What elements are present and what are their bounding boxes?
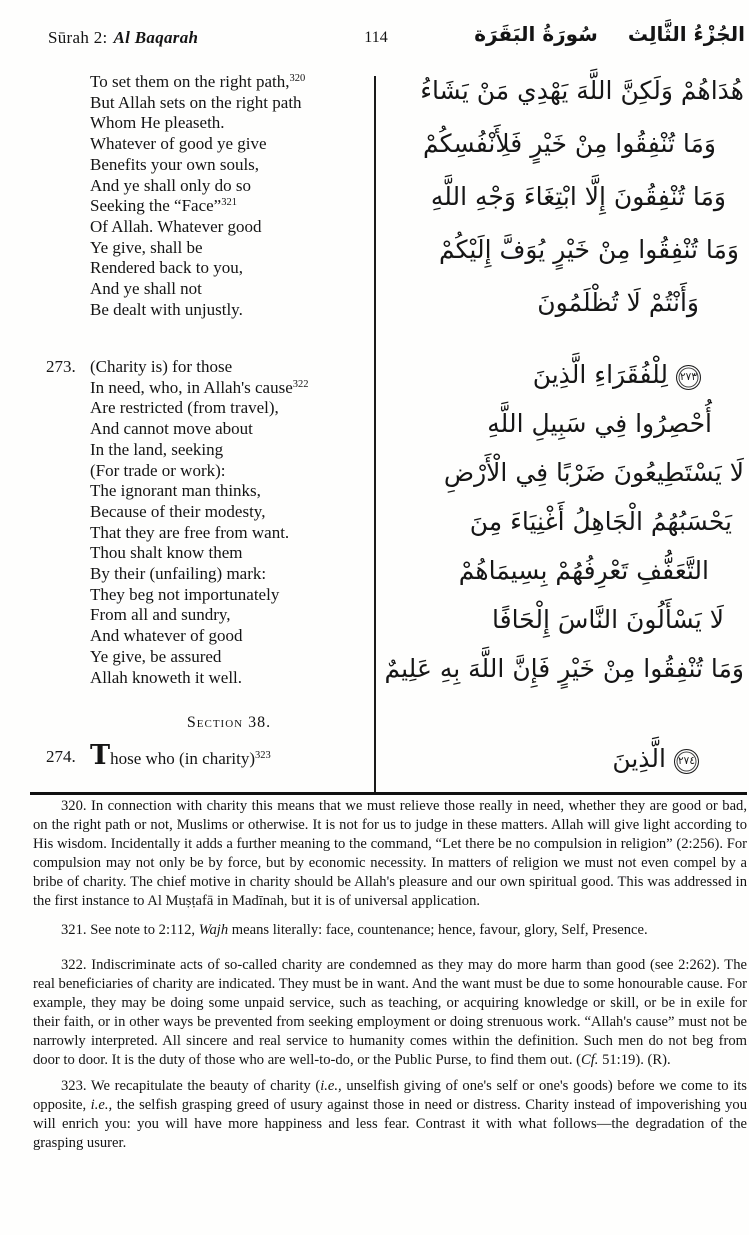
verse-272-english-block <box>38 72 370 320</box>
column-divider <box>374 76 376 792</box>
verse-line-text: And whatever of good <box>90 626 243 646</box>
verse-line <box>38 440 370 461</box>
verse-line-text: That they are free from want. <box>90 522 290 542</box>
arabic-verse-text: لَا يَسْأَلُونَ النَّاسَ إِلْحَافًا <box>492 605 724 634</box>
verse-line <box>38 217 370 238</box>
verse-line <box>38 626 370 647</box>
verse-number: 273. <box>46 357 76 376</box>
arabic-verse-line <box>385 644 745 693</box>
footnote-text: 51:19). (R). <box>598 1052 671 1068</box>
section-heading: Section 38. <box>186 714 272 731</box>
arabic-verse-text: وَمَا تُنْفِقُونَ إِلَّا ابْتِغَاءَ وَجْهِ اللَّهِ <box>430 182 726 211</box>
verse-line-text: In need, who, in Allah's cause <box>90 377 293 397</box>
verse-273-english-block <box>38 357 370 688</box>
verse-line-text: Allah knoweth it well. <box>90 667 243 687</box>
verse-line-text: Whatever of good ye give <box>90 134 267 154</box>
verse-line <box>38 258 370 279</box>
arabic-verse-line <box>420 223 739 276</box>
arabic-verse-text: أُحْصِرُوا فِي سَبِيلِ اللَّهِ <box>487 409 712 438</box>
verse-line <box>38 543 370 564</box>
verse-line-text: Ye give, shall be <box>90 237 203 257</box>
verse-line <box>38 647 370 668</box>
verse-line-text: Seeking the “Face” <box>90 196 222 216</box>
verse-line <box>38 523 370 544</box>
verse-line <box>38 461 370 482</box>
verse-line-text: In the land, seeking <box>90 439 224 459</box>
surah-running-title <box>48 28 198 48</box>
arabic-verse-line <box>420 170 726 223</box>
verse-line-text: And cannot move about <box>90 419 253 439</box>
arabic-verse-line <box>420 117 716 170</box>
footnote <box>33 797 747 911</box>
verse-273-arabic-block <box>385 350 745 693</box>
footnote-reference: 320 <box>289 73 306 84</box>
verse-line-text: To set them on the right path, <box>90 72 290 91</box>
arabic-verse-text: وَأَنْتُمْ لَا تُظْلَمُونَ <box>537 288 699 317</box>
ayah-number-medallion: ٢٧٤ <box>674 749 699 774</box>
verse-line <box>38 176 370 197</box>
arabic-verse-line <box>420 276 699 329</box>
verse-line <box>38 238 370 259</box>
footnote-text: 320. In connection with charity this means that we must relieve those really in need, whether they are good or bad, on the right path or not, Muslims or otherwise. It is not for us to judge in these matters. Allah will give light according to His wisdom. Incidentally it adds a further meaning to the command, “Let there be no compulsion in religion” (2:256). For compulsion may not only be by force, but by economic necessity. In matters of religion we must not even compel by a bribe of charity. The chief motive in charity should be Allah's pleasure and our own spiritual good. This was addressed in the first instance to Al Muṣṭafā in Madīnah, but it is of universal application. <box>33 798 747 909</box>
verse-line <box>38 357 370 378</box>
footnote <box>33 921 747 940</box>
arabic-surah-title: سُورَةُ البَقَرَة <box>474 22 598 46</box>
arabic-verse-text: يَحْسَبُهُمُ الْجَاهِلُ أَغْنِيَاءَ مِنَ <box>469 507 732 536</box>
verse-line <box>38 300 370 321</box>
footnotes-section <box>33 797 747 1153</box>
verse-line <box>38 196 370 217</box>
footnote-italic-term: i.e., <box>320 1078 342 1094</box>
footnote-text: unselfish giving of one's self or one's goods) before we come to its opposite, <box>33 1078 747 1113</box>
verse-line <box>38 113 370 134</box>
verse-line-text: Be dealt with unjustly. <box>90 299 243 319</box>
verse-line-text: By their (unfailing) mark: <box>90 564 267 584</box>
arabic-juz-title: الجُزْءُ الثَّالِث <box>627 22 745 46</box>
arabic-verse-text: التَّعَفُّفِ تَعْرِفُهُمْ بِسِيمَاهُمْ <box>458 556 709 585</box>
verse-274-english-block <box>38 740 370 771</box>
arabic-verse-line <box>385 595 725 644</box>
verse-line-text: Because of their modesty, <box>90 501 266 521</box>
verse-line-text: Thou shalt know them <box>90 543 243 563</box>
verse-line <box>38 740 370 771</box>
verse-line <box>38 585 370 606</box>
verse-line-text: (Charity is) for those <box>90 357 233 376</box>
arabic-verse-line <box>385 448 745 497</box>
verse-line <box>38 279 370 300</box>
arabic-verse-text: لِلْفُقَرَاءِ الَّذِينَ <box>532 360 668 389</box>
verse-line <box>38 155 370 176</box>
verse-line-text: They beg not importunately <box>90 584 280 604</box>
footnote-text: 321. See note to 2:112, <box>61 922 199 938</box>
ayah-number-medallion: ٢٧٣ <box>676 365 701 390</box>
verse-line-text: Those who (in charity) <box>90 740 256 771</box>
verse-number: 274. <box>46 747 76 766</box>
verse-line <box>38 605 370 626</box>
footnote-divider <box>30 792 747 795</box>
arabic-verse-text: وَمَا تُنْفِقُوا مِنْ خَيْرٍ فَلِأَنْفُسِكُمْ <box>423 129 716 158</box>
arabic-verse-text: هُدَاهُمْ وَلَكِنَّ اللَّهَ يَهْدِي مَنْ يَشَاءُ <box>420 76 744 105</box>
verse-line-text: And ye shall only do so <box>90 175 252 195</box>
footnote-reference: 323 <box>255 750 271 761</box>
footnote-italic-term: i.e., <box>90 1097 113 1113</box>
arabic-verse-line <box>420 64 744 117</box>
page-number: 114 <box>364 29 388 46</box>
verse-line-text: Are restricted (from travel), <box>90 398 279 418</box>
arabic-verse-text: لَا يَسْتَطِيعُونَ ضَرْبًا فِي الْأَرْضِ <box>443 458 744 487</box>
footnote-text: means literally: face, countenance; hence, favour, glory, Self, Presence. <box>228 922 648 938</box>
arabic-verse-text: وَمَا تُنْفِقُوا مِنْ خَيْرٍ فَإِنَّ اللَّهَ بِهِ عَلِيمٌ <box>384 654 744 683</box>
arabic-verse-line <box>612 738 699 780</box>
footnote-text: the selfish grasping greed of usury against those in need or distress. Charity instead of impoverishing you will enrich you: you will have more happiness and less fear. Contrast it with what follows—the degradation of the grasping usurer. <box>33 1097 747 1151</box>
arabic-verse-text: الَّذِينَ <box>612 744 666 773</box>
arabic-verse-line <box>385 399 713 448</box>
verse-line-text: Whom He pleaseth. <box>90 113 225 133</box>
verse-line-text: Benefits your own souls, <box>90 154 260 174</box>
verse-line <box>38 668 370 689</box>
verse-line-text: The ignorant man thinks, <box>90 481 261 501</box>
footnote-text: 323. We recapitulate the beauty of charity ( <box>61 1078 321 1094</box>
arabic-verse-line <box>385 497 733 546</box>
verse-line <box>38 398 370 419</box>
verse-line <box>38 481 370 502</box>
surah-number-label: Sūrah 2: <box>48 28 108 47</box>
arabic-verse-text: وَمَا تُنْفِقُوا مِنْ خَيْرٍ يُوَفَّ إِلَيْكُمْ <box>438 235 739 264</box>
surah-name-label: Al Baqarah <box>113 28 199 47</box>
footnote <box>33 1077 747 1153</box>
footnote-text: 322. Indiscriminate acts of so-called charity are condemned as they may do more harm than good (see 2:262). The real beneficiaries of charity are indicated. They must be in want. And the want must be due to some honourable cause. For example, they may be doing some unpaid service, such as teaching, or acquiring knowledge or skill, or be in exile for their faith, or in other ways be prevented from seeking employment or doing strenuous work. “Allah's cause” must not be narrowly interpreted. All sincere and real service to humanity comes within the definition. Such men do not beg from door to door. It is the duty of those who are well-to-do, or the Public Purse, to find them out. ( <box>33 957 747 1068</box>
footnote <box>33 956 747 1070</box>
arabic-verse-line <box>385 546 710 595</box>
footnote-italic-term: Cf. <box>581 1052 599 1068</box>
verse-274-arabic-block <box>612 738 699 780</box>
verse-line-text: And ye shall not <box>90 279 202 299</box>
verse-line-text: From all and sundry, <box>90 605 231 625</box>
footnote-reference: 322 <box>292 378 309 390</box>
verse-line <box>38 419 370 440</box>
verse-line <box>38 72 370 93</box>
verse-line-text: Rendered back to you, <box>90 258 243 278</box>
footnote-reference: 321 <box>221 197 237 209</box>
verse-line-text: Ye give, be assured <box>90 646 222 666</box>
arabic-verse-line <box>385 350 702 399</box>
verse-line <box>38 502 370 523</box>
footnote-italic-term: Wajh <box>198 922 229 938</box>
verse-line <box>38 134 370 155</box>
verse-272-arabic-block <box>420 64 744 329</box>
verse-line-text: But Allah sets on the right path <box>90 92 302 112</box>
verse-line <box>38 93 370 114</box>
verse-line <box>38 564 370 585</box>
verse-line-text: (For trade or work): <box>90 460 226 480</box>
arabic-running-title <box>474 22 745 46</box>
verse-line <box>38 378 370 399</box>
verse-line-text: Of Allah. Whatever good <box>90 216 262 236</box>
